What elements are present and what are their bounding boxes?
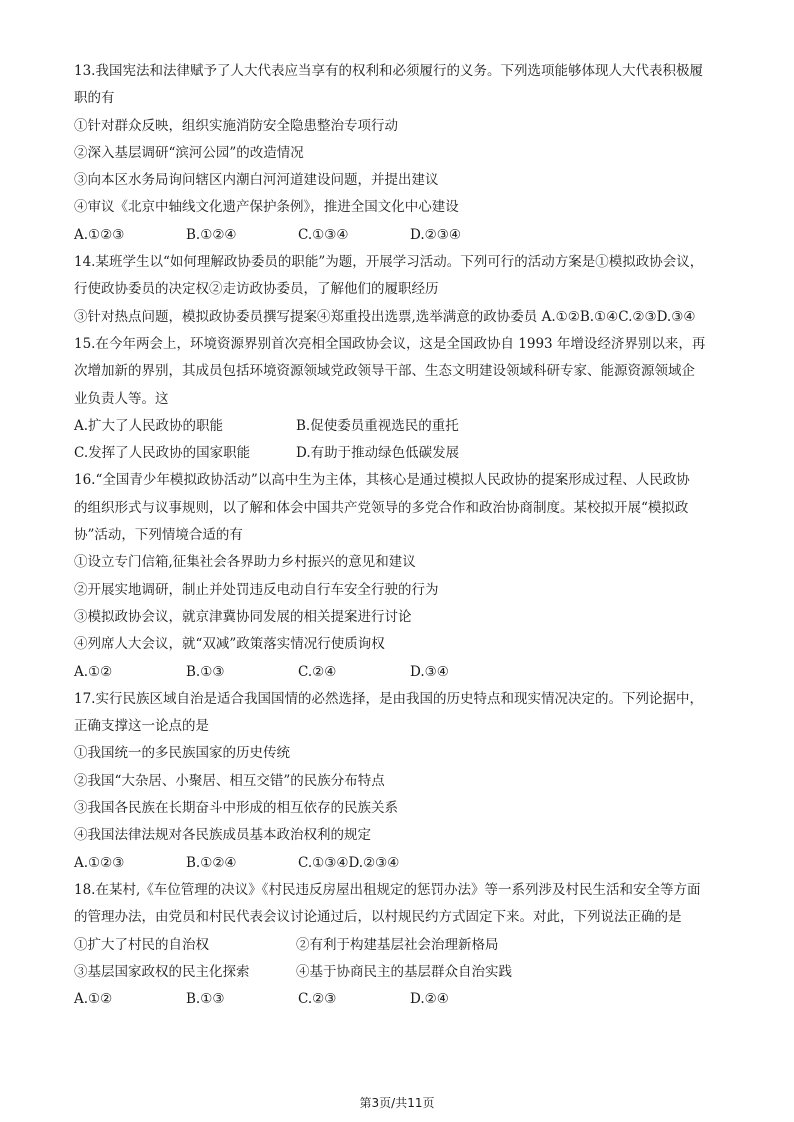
option-d: D.③④ [410, 663, 449, 680]
option-a: A.扩大了人民政协的职能 [74, 417, 224, 434]
page-number: 第3页/共11页 [359, 1096, 435, 1110]
option-b: B.①③ [186, 663, 225, 680]
option-d: D.②③④ [410, 226, 461, 243]
statement-item: ④基于协商民主的基层群众自治实践 [296, 963, 512, 980]
question-stem: 职的有 [74, 90, 115, 107]
question-15 [74, 331, 734, 467]
statement-item: ③我国各民族在长期奋斗中形成的相互依存的民族关系 [74, 800, 398, 817]
statement-item: ①针对群众反映，组织实施消防安全隐患整治专项行动 [74, 117, 398, 134]
page-content [74, 58, 734, 1013]
statement-item: ④我国法律法规对各民族成员基本政治权利的规定 [74, 827, 371, 844]
question-13 [74, 58, 734, 249]
statement-item: ①扩大了村民的自治权 [74, 936, 209, 953]
question-stem: 正确支撑这一论点的是 [74, 718, 209, 735]
answer-options [74, 440, 734, 467]
statement-item: ②我国“大杂居、小聚居、相互交错”的民族分布特点 [74, 772, 385, 789]
question-stem: 15.在今年两会上，环境资源界别首次亮相全国政协会议，这是全国政协自 1993 年增设经济界别以来，再 [74, 335, 706, 352]
question-14 [74, 249, 734, 331]
answer-options [74, 986, 734, 1013]
statement-item: ③向本区水务局询问辖区内潮白河河道建设问题，并提出建议 [74, 172, 439, 189]
option-d: D.②④ [410, 991, 449, 1008]
question-stem: 行使政协委员的决定权②走访政协委员，了解他们的履职经历 [74, 281, 439, 298]
option-b: B.①③ [186, 991, 225, 1008]
statement-item: ③模拟政协会议，就京津冀协同发展的相关提案进行讨论 [74, 608, 412, 625]
question-stem: 协”活动，下列情境合适的有 [74, 527, 243, 544]
statement-row [74, 959, 734, 986]
statement-item: ②开展实地调研，制止并处罚违反电动自行车安全行驶的行为 [74, 581, 439, 598]
answer-options [74, 413, 734, 440]
statement-item: ②深入基层调研“滨河公园”的改造情况 [74, 144, 304, 161]
question-stem: 16.“全国青少年模拟政协活动”以高中生为主体，其核心是通过模拟人民政协的提案形成过程、人民政协 [74, 472, 690, 489]
answer-options [74, 222, 734, 249]
statement-item: ①我国统一的多民族国家的历史传统 [74, 745, 290, 762]
statement-item: ③基层国家政权的民主化探索 [74, 963, 250, 980]
answer-options [74, 850, 734, 877]
option-a: A.①② [74, 991, 113, 1008]
question-stem: 14.某班学生以“如何理解政协委员的职能”为题，开展学习活动。下列可行的活动方案是①模拟政协会议， [74, 254, 704, 271]
option-a: A.①②③ [74, 854, 125, 871]
question-stem: 的组织形式与议事规则，以了解和体会中国共产党领导的多党合作和政治协商制度。某校拟开展“模拟政 [74, 499, 689, 516]
statement-item: ①设立专门信箱,征集社会各界助力乡村振兴的意见和建议 [74, 554, 416, 571]
question-stem: 18.在某村,《车位管理的决议》《村民违反房屋出租规定的惩罚办法》等一系列涉及村民生活和安全等方面 [74, 881, 701, 898]
option-b: B.①②④ [186, 226, 237, 243]
option-c: C.②③ [298, 991, 337, 1008]
question-stem: 业负责人等。这 [74, 390, 169, 407]
question-stem: 17.实行民族区域自治是适合我国国情的必然选择，是由我国的历史特点和现实情况决定的。下列论据中， [74, 690, 703, 707]
statement-item: ②有利于构建基层社会治理新格局 [296, 936, 499, 953]
answer-options [74, 659, 734, 686]
option-d: D.有助于推动绿色低碳发展 [296, 445, 460, 462]
question-16 [74, 467, 734, 685]
option-b: B.①②④ [186, 854, 237, 871]
question-18 [74, 877, 734, 1013]
statement-row [74, 932, 734, 959]
option-c: C.发挥了人民政协的国家职能 [74, 445, 251, 462]
statement-item: ④审议《北京中轴线文化遗产保护条例》，推进全国文化中心建设 [74, 199, 459, 216]
option-c-d: C.①③④D.②③④ [298, 854, 400, 871]
question-stem: ③针对热点问题，模拟政协委员撰写提案④郑重投出选票,选举满意的政协委员 A.①②B.①④C.②③D.③④ [74, 308, 696, 325]
option-a: A.①② [74, 663, 113, 680]
option-b: B.促使委员重视选民的重托 [296, 417, 459, 434]
option-c: C.①③④ [298, 226, 349, 243]
question-stem: 13.我国宪法和法律赋予了人大代表应当享有的权利和必须履行的义务。下列选项能够体现人大代表积极履 [74, 63, 703, 79]
question-stem: 次增加新的界别，其成员包括环境资源领域党政领导干部、生态文明建设领域科研专家、能源资源领域企 [74, 363, 695, 380]
question-stem: 的管理办法，由党员和村民代表会议讨论通过后，以村规民约方式固定下来。对此，下列说法正确的是 [74, 909, 682, 926]
statement-item: ④列席人大会议，就“双减”政策落实情况行使质询权 [74, 636, 385, 653]
option-a: A.①②③ [74, 226, 125, 243]
question-17 [74, 686, 734, 877]
option-c: C.②④ [298, 663, 337, 680]
